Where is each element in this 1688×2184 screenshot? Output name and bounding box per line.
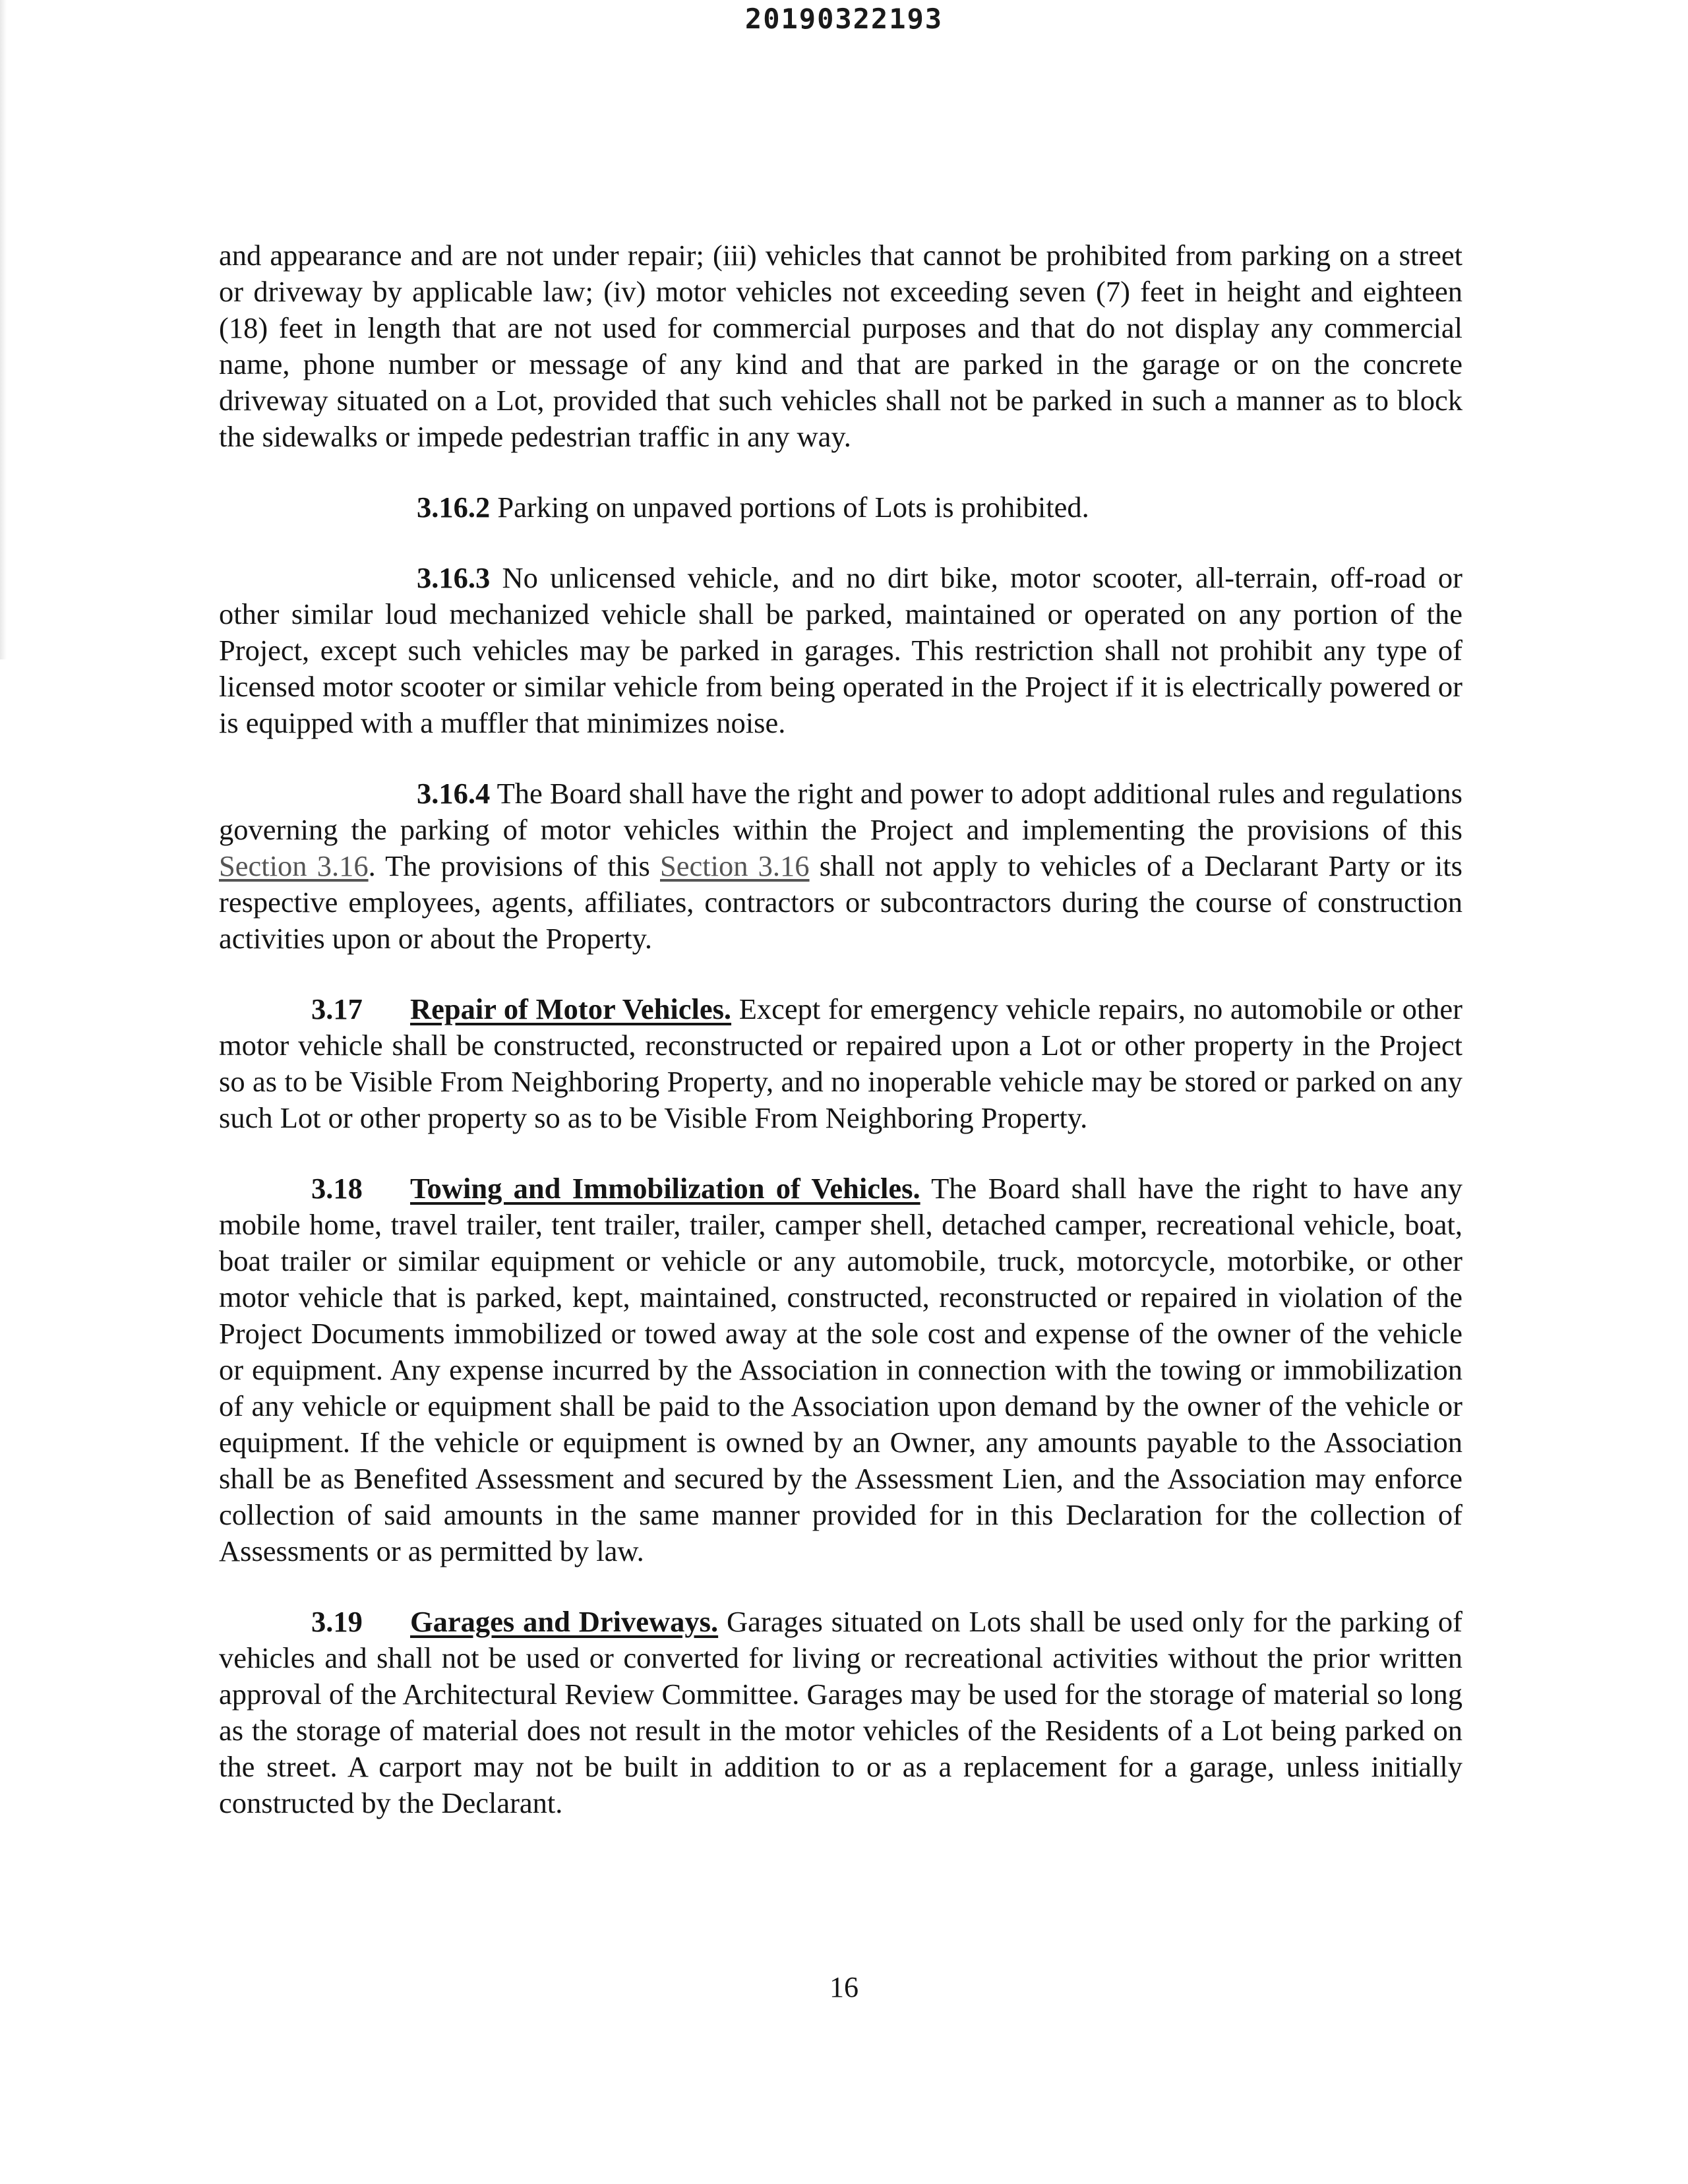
- paragraph-3-16-4: [219, 775, 1462, 957]
- document-body: [219, 237, 1462, 1856]
- paragraph-3-16-3: [219, 560, 1462, 741]
- paragraph-text: Except for emergency vehicle repairs, no automobile or other motor vehicle shall be constructed, reconstructed or repaired upon a Lot or other property in the Project so as to be Visible From Neighboring Property, and no inoperable vehicle may be stored or parked on any such Lot or other property so as to be Visible From Neighboring Property.: [219, 992, 1462, 1134]
- paragraph-text: . The provisions of this: [368, 849, 660, 882]
- paragraph-text: The Board shall have the right and power to adopt additional rules and regulations governing the parking of motor vehicles within the Project and implementing the provisions of this: [219, 777, 1462, 846]
- section-3-18: [219, 1170, 1462, 1569]
- paragraph-text: and appearance and are not under repair; (iii) vehicles that cannot be prohibited from parking on a street or driveway by applicable law; (iv) motor vehicles not exceeding seven (7) feet in height and eighteen (18) feet in length that are not used for commercial purposes and that do not display any commercial name, phone number or message of any kind and that are parked in the garage or on the concrete driveway situated on a Lot, provided that such vehicles shall not be parked in such a manner as to block the sidewalks or impede pedestrian traffic in any way.: [219, 239, 1462, 453]
- section-number: 3.19: [311, 1605, 363, 1638]
- paragraph-3-16-2: [219, 489, 1462, 526]
- paragraph-text: Parking on unpaved portions of Lots is prohibited.: [490, 491, 1089, 524]
- paragraph-text: Garages situated on Lots shall be used only for the parking of vehicles and shall not be used or converted for living or recreational activities without the prior written approval of the Architectural Review Committee. Garages may be used for the storage of material so long as the storage of material does not result in the motor vehicles of the Residents of a Lot being parked on the street. A carport may not be built in addition to or as a replacement for a garage, unless initially constructed by the Declarant.: [219, 1605, 1462, 1819]
- paragraph-continuation: [219, 237, 1462, 455]
- section-number: 3.18: [311, 1172, 363, 1205]
- section-3-17: [219, 991, 1462, 1136]
- paragraph-text: No unlicensed vehicle, and no dirt bike, motor scooter, all-terrain, off-road or other similar loud mechanized vehicle shall be parked, maintained or operated on any portion of the Project, except such vehicles may be parked in garages. This restriction shall not prohibit any type of licensed motor scooter or similar vehicle from being operated in the Project if it is electrically powered or is equipped with a muffler that minimizes noise.: [219, 561, 1462, 739]
- subsection-number: 3.16.3: [417, 561, 491, 594]
- section-title: Repair of Motor Vehicles.: [410, 992, 732, 1025]
- paragraph-text: shall not apply to vehicles of a Declarant Party or its respective employees, agents, affiliates, contractors or subcontractors during the course of construction activities upon or about the Property.: [219, 849, 1462, 955]
- page-number: 16: [829, 1971, 859, 2003]
- scan-edge-shadow: [0, 0, 7, 659]
- section-number: 3.17: [311, 992, 363, 1025]
- section-title: Towing and Immobilization of Vehicles.: [410, 1172, 920, 1205]
- section-reference-link[interactable]: Section 3.16: [659, 849, 810, 882]
- section-title: Garages and Driveways.: [410, 1605, 719, 1638]
- subsection-number: 3.16.2: [417, 491, 491, 524]
- paragraph-text: The Board shall have the right to have any mobile home, travel trailer, tent trailer, trailer, camper shell, detached camper, recreational vehicle, boat, boat trailer or similar equipment or vehicle or any automobile, truck, motorcycle, motorbike, or other motor vehicle that is parked, kept, maintained, constructed, reconstructed or repaired in violation of the Project Documents immobilized or towed away at the sole cost and expense of the owner of the vehicle or equipment. Any expense incurred by the Association in connection with the towing or immobilization of any vehicle or equipment shall be paid to the Association upon demand by the owner of the vehicle or equipment. If the vehicle or equipment is owned by an Owner, any amounts payable to the Association shall be as Benefited Assessment and secured by the Assessment Lien, and the Association may enforce collection of said amounts in the same manner provided for in this Declaration for the collection of Assessments or as permitted by law.: [219, 1172, 1462, 1567]
- document-number: 20190322193: [744, 3, 944, 35]
- section-3-19: [219, 1604, 1462, 1821]
- section-reference-link[interactable]: Section 3.16: [219, 849, 369, 882]
- subsection-number: 3.16.4: [417, 777, 491, 810]
